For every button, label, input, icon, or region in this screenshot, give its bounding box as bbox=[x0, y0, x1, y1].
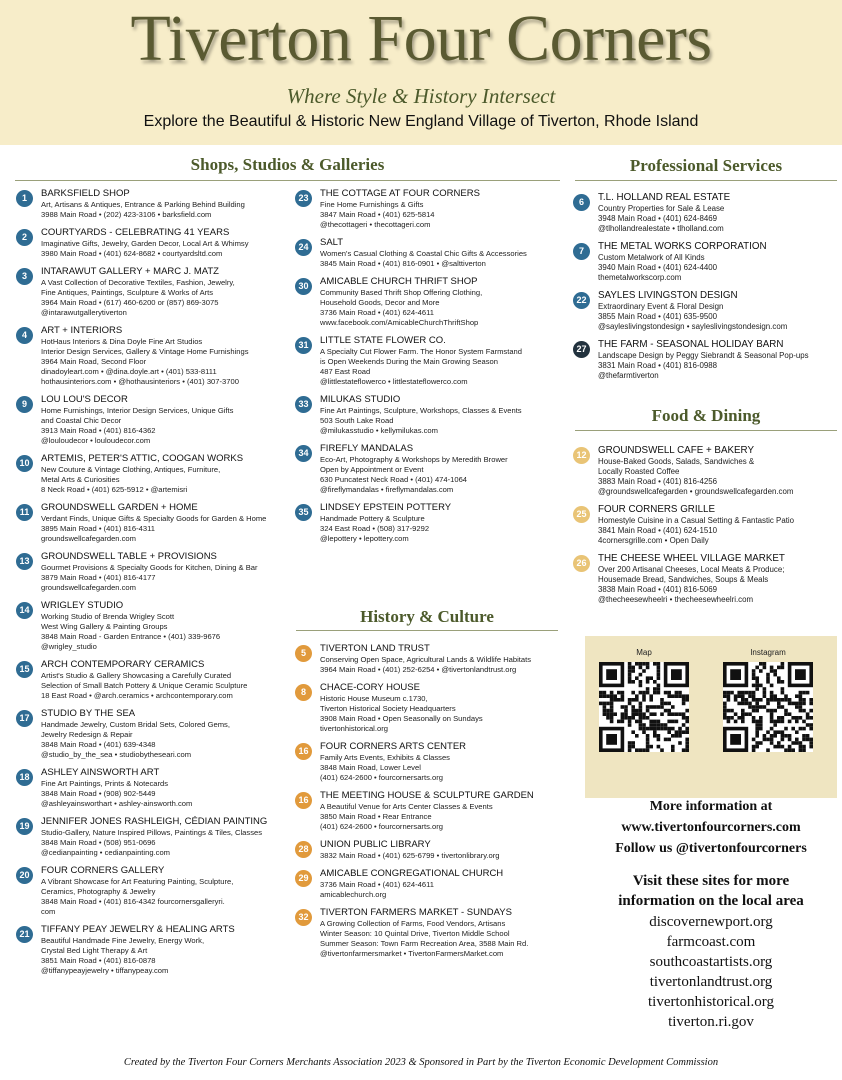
listing-detail: Fine Art Paintings, Sculpture, Workshops, Classes & Events bbox=[320, 406, 522, 415]
listing-entry bbox=[16, 551, 291, 593]
listing-detail: 3879 Main Road • (401) 816-4177 bbox=[41, 573, 156, 582]
map-number-badge: 27 bbox=[573, 341, 590, 358]
site-link[interactable]: tivertonhistorical.org bbox=[648, 994, 774, 1010]
listing-title: GROUNDSWELL CAFE + BAKERY bbox=[598, 445, 754, 456]
map-number-badge: 23 bbox=[295, 190, 312, 207]
listing-detail: themetalworkscorp.com bbox=[598, 273, 682, 282]
listing-detail: 3980 Main Road • (401) 624-8682 • courtyardsltd.com bbox=[41, 249, 223, 258]
map-number-badge: 3 bbox=[16, 268, 33, 285]
listing-detail: 3848 Main Road • (908) 902-5449 bbox=[41, 789, 156, 798]
listing-title: COURTYARDS - CELEBRATING 41 YEARS bbox=[41, 227, 230, 238]
listing-detail: 18 East Road • @arch.ceramics • archcontemporary.com bbox=[41, 691, 233, 700]
food-column bbox=[573, 445, 838, 612]
listing-detail: @studio_by_the_sea • studiobytheseari.com bbox=[41, 750, 192, 759]
visit-line: Visit these sites for more bbox=[632, 873, 790, 889]
listing-title: TIVERTON FARMERS MARKET - SUNDAYS bbox=[320, 907, 512, 918]
listing-detail: @groundswellcafegarden • groundswellcafegarden.com bbox=[598, 487, 794, 496]
map-number-badge: 20 bbox=[16, 867, 33, 884]
listing-entry bbox=[295, 276, 565, 328]
section-title-shops: Shops, Studios & Galleries bbox=[190, 155, 385, 174]
history-column bbox=[295, 643, 565, 966]
listing-entry bbox=[573, 504, 838, 546]
listing-detail: 3848 Main Road • (401) 816-4342 fourcornersgalleryri. bbox=[41, 897, 225, 906]
listing-entry bbox=[295, 443, 565, 495]
map-number-badge: 28 bbox=[295, 841, 312, 858]
listing-detail: 3913 Main Road • (401) 816-4362 bbox=[41, 426, 156, 435]
listing-detail: Over 200 Artisanal Cheeses, Local Meats & Produce; bbox=[598, 565, 785, 574]
shops-column-1 bbox=[16, 188, 291, 983]
page-title: Tiverton Four Corners bbox=[130, 2, 712, 75]
section-divider bbox=[575, 430, 837, 431]
map-number-badge: 29 bbox=[295, 870, 312, 887]
listing-detail: @louloudecor • louloudecor.com bbox=[41, 436, 151, 445]
listing-detail: @fireflymandalas • fireflymandalas.com bbox=[320, 485, 454, 494]
listing-detail: Historic House Museum c.1730, bbox=[320, 694, 428, 703]
listing-detail: Studio-Gallery, Nature Inspired Pillows, Paintings & Tiles, Classes bbox=[41, 828, 263, 837]
map-number-badge: 10 bbox=[16, 455, 33, 472]
listing-entry bbox=[16, 453, 291, 495]
listing-detail: @ashleyainsworthart • ashley-ainsworth.com bbox=[41, 799, 193, 808]
listing-detail: HotHaus Interiors & Dina Doyle Fine Art Studios bbox=[41, 337, 203, 346]
listing-detail: Tiverton Historical Society Headquarters bbox=[320, 704, 456, 713]
follow-us[interactable]: Follow us @tivertonfourcorners bbox=[615, 841, 807, 856]
listing-detail: 3940 Main Road • (401) 624-4400 bbox=[598, 263, 718, 272]
map-number-badge: 12 bbox=[573, 447, 590, 464]
listing-detail: tivertonhistorical.org bbox=[320, 724, 388, 733]
listing-entry bbox=[295, 237, 565, 269]
listing-entry bbox=[573, 339, 838, 381]
site-link[interactable]: tiverton.ri.gov bbox=[668, 1014, 754, 1030]
listing-detail: Extraordinary Event & Floral Design bbox=[598, 302, 724, 311]
listing-detail: 3895 Main Road • (401) 816-4311 bbox=[41, 524, 155, 533]
site-link[interactable]: southcoastartists.org bbox=[649, 954, 773, 970]
listing-title: FOUR CORNERS ARTS CENTER bbox=[320, 741, 467, 752]
listing-title: FOUR CORNERS GRILLE bbox=[598, 504, 716, 515]
tagline: Where Style & History Intersect bbox=[286, 84, 556, 108]
listing-detail: amicablechurch.org bbox=[320, 890, 387, 899]
listing-title: GROUNDSWELL GARDEN + HOME bbox=[41, 502, 198, 513]
listing-title: LITTLE STATE FLOWER CO. bbox=[320, 335, 446, 346]
listing-detail: com bbox=[41, 907, 56, 916]
map-qr-code[interactable] bbox=[599, 662, 689, 752]
explore-subtitle: Explore the Beautiful & Historic New England Village of Tiverton, Rhode Island bbox=[143, 113, 699, 130]
listing-entry bbox=[573, 553, 838, 605]
listing-detail: House-Baked Goods, Salads, Sandwiches & bbox=[598, 457, 755, 466]
listing-title: LINDSEY EPSTEIN POTTERY bbox=[320, 502, 452, 513]
listing-detail: Household Goods, Decor and More bbox=[320, 298, 440, 307]
listing-detail: A Vast Collection of Decorative Textiles, Fashion, Jewelry, bbox=[41, 278, 235, 287]
map-number-badge: 5 bbox=[295, 645, 312, 662]
listing-title: T.L. HOLLAND REAL ESTATE bbox=[598, 192, 731, 203]
listing-detail: 3841 Main Road • (401) 624-1510 bbox=[598, 526, 718, 535]
listing-detail: @tlhollandrealestate • tlholland.com bbox=[598, 224, 724, 233]
listing-title: LOU LOU'S DECOR bbox=[41, 394, 128, 405]
listing-entry bbox=[16, 188, 291, 220]
map-number-badge: 18 bbox=[16, 769, 33, 786]
qr-instagram-label: Instagram bbox=[750, 648, 786, 657]
listing-detail: Summer Season: Town Farm Recreation Area, 3588 Main Rd. bbox=[320, 939, 529, 948]
listing-detail: 3848 Main Road, Lower Level bbox=[320, 763, 421, 772]
listing-detail: A Growing Collection of Farms, Food Vendors, Artisans bbox=[320, 919, 506, 928]
listing-title: INTARAWUT GALLERY + MARC J. MATZ bbox=[41, 266, 219, 277]
listing-detail: Home Furnishings, Interior Design Services, Unique Gifts bbox=[41, 406, 234, 415]
listing-detail: and Coastal Chic Decor bbox=[41, 416, 122, 425]
map-number-badge: 1 bbox=[16, 190, 33, 207]
listing-title: ARTEMIS, PETER'S ATTIC, COOGAN WORKS bbox=[41, 453, 244, 464]
listing-detail: 3845 Main Road • (401) 816-0901 • @salttiverton bbox=[320, 259, 486, 268]
listing-entry bbox=[295, 643, 565, 675]
listing-detail: Landscape Design by Peggy Siebrandt & Seasonal Pop-ups bbox=[598, 351, 809, 360]
professional-column bbox=[573, 192, 838, 388]
section-divider bbox=[575, 180, 837, 181]
listing-entry bbox=[295, 682, 565, 734]
listing-entry bbox=[16, 266, 291, 318]
listing-detail: 3883 Main Road • (401) 816-4256 bbox=[598, 477, 718, 486]
listing-detail: Crystal Bed Light Therapy & Art bbox=[41, 946, 148, 955]
listing-detail: dinadoyleart.com • @dina.doyle.art • (401) 533-8111 bbox=[41, 367, 217, 376]
section-divider bbox=[296, 630, 558, 631]
map-number-badge: 16 bbox=[295, 792, 312, 809]
listing-title: CHACE-CORY HOUSE bbox=[320, 682, 420, 693]
map-number-badge: 14 bbox=[16, 602, 33, 619]
map-number-badge: 11 bbox=[16, 504, 33, 521]
listing-detail: 3988 Main Road • (202) 423-3106 • barksfield.com bbox=[41, 210, 212, 219]
listing-detail: Women's Casual Clothing & Coastal Chic Gifts & Accessories bbox=[320, 249, 527, 258]
listing-detail: 4cornersgrille.com • Open Daily bbox=[598, 536, 709, 545]
listing-title: TIFFANY PEAY JEWELRY & HEALING ARTS bbox=[41, 924, 235, 935]
listing-detail: Interior Design Services, Gallery & Vintage Home Furnishings bbox=[41, 347, 249, 356]
listing-title: THE METAL WORKS CORPORATION bbox=[598, 241, 767, 252]
listing-detail: Community Based Thrift Shop Offering Clothing, bbox=[320, 288, 483, 297]
listing-title: GROUNDSWELL TABLE + PROVISIONS bbox=[41, 551, 217, 562]
listing-detail: 3847 Main Road • (401) 625-5814 bbox=[320, 210, 435, 219]
listing-title: BARKSFIELD SHOP bbox=[41, 188, 130, 199]
listing-entry bbox=[295, 335, 565, 387]
listing-detail: Country Properties for Sale & Lease bbox=[598, 204, 725, 213]
listing-detail: @thecottageri • thecottageri.com bbox=[320, 220, 431, 229]
listing-detail: 3832 Main Road • (401) 625-6799 • tivertonlibrary.org bbox=[320, 851, 500, 860]
listing-entry bbox=[295, 502, 565, 544]
listing-detail: Working Studio of Brenda Wrigley Scott bbox=[41, 612, 175, 621]
listing-title: AMICABLE CHURCH THRIFT SHOP bbox=[320, 276, 478, 287]
map-number-badge: 21 bbox=[16, 926, 33, 943]
listing-entry bbox=[295, 907, 565, 959]
listing-detail: 3948 Main Road • (401) 624-8469 bbox=[598, 214, 718, 223]
listing-detail: Homestyle Cuisine in a Casual Setting & Fantastic Patio bbox=[598, 516, 795, 525]
listing-entry bbox=[16, 865, 291, 917]
listing-entry bbox=[16, 816, 291, 858]
listing-detail: @intarawutgallerytiverton bbox=[41, 308, 127, 317]
map-number-badge: 31 bbox=[295, 337, 312, 354]
map-number-badge: 17 bbox=[16, 710, 33, 727]
listing-entry bbox=[16, 659, 291, 701]
listing-detail: 3850 Main Road • Rear Entrance bbox=[320, 812, 432, 821]
listing-detail: @tivertonfarmersmarket • TivertonFarmersMarket.com bbox=[320, 949, 504, 958]
listing-detail: Artist's Studio & Gallery Showcasing a Carefully Curated bbox=[41, 671, 232, 680]
listing-entry bbox=[295, 741, 565, 783]
map-number-badge: 16 bbox=[295, 743, 312, 760]
footer-credit: Created by the Tiverton Four Corners Merchants Association 2023 & Sponsored in Part by the Tiverton Economic Development Commission bbox=[123, 1057, 719, 1068]
listing-title: ASHLEY AINSWORTH ART bbox=[41, 767, 160, 778]
map-number-badge: 8 bbox=[295, 684, 312, 701]
listing-detail: Locally Roasted Coffee bbox=[598, 467, 680, 476]
listing-entry bbox=[295, 790, 565, 832]
map-number-badge: 9 bbox=[16, 396, 33, 413]
map-number-badge: 15 bbox=[16, 661, 33, 678]
listing-entry bbox=[295, 188, 565, 230]
listing-detail: New Couture & Vintage Clothing, Antiques, Furniture, bbox=[41, 465, 221, 474]
listing-detail: Handmade Pottery & Sculpture bbox=[320, 514, 425, 523]
listing-title: SALT bbox=[320, 237, 344, 248]
listing-entry bbox=[16, 924, 291, 976]
listing-entry bbox=[16, 767, 291, 809]
listing-detail: 3848 Main Road - Garden Entrance • (401) 339-9676 bbox=[41, 632, 221, 641]
listing-detail: 3831 Main Road • (401) 816-0988 bbox=[598, 361, 718, 370]
section-title-professional: Professional Services bbox=[629, 156, 783, 175]
listing-detail: (401) 624-2600 • fourcornersarts.org bbox=[320, 773, 443, 782]
listing-title: UNION PUBLIC LIBRARY bbox=[320, 839, 431, 850]
map-number-badge: 30 bbox=[295, 278, 312, 295]
map-number-badge: 34 bbox=[295, 445, 312, 462]
listing-detail: 3736 Main Road • (401) 624-4611 bbox=[320, 880, 434, 889]
listing-detail: 3964 Main Road • (401) 252-6254 • @tivertonlandtrust.org bbox=[320, 665, 517, 674]
website-link[interactable]: www.tivertonfourcorners.com bbox=[621, 820, 801, 835]
listing-detail: Imaginative Gifts, Jewelry, Garden Decor, Local Art & Whimsy bbox=[41, 239, 249, 248]
header-banner bbox=[0, 0, 842, 145]
listing-detail: Metal Arts & Curiosities bbox=[41, 475, 120, 484]
listing-detail: groundswellcafegarden.com bbox=[41, 583, 136, 592]
listing-detail: Winter Season: 10 Quintal Drive, Tiverton Middle School bbox=[320, 929, 510, 938]
map-number-badge: 22 bbox=[573, 292, 590, 309]
listing-entry bbox=[16, 394, 291, 446]
listing-entry bbox=[16, 502, 291, 544]
listing-detail: @milukasstudio • kellymilukas.com bbox=[320, 426, 438, 435]
listing-title: THE CHEESE WHEEL VILLAGE MARKET bbox=[598, 553, 785, 564]
listing-title: MILUKAS STUDIO bbox=[320, 394, 401, 405]
visit-heading bbox=[585, 871, 837, 911]
map-number-badge: 2 bbox=[16, 229, 33, 246]
listing-entry bbox=[16, 227, 291, 259]
listing-detail: @wrigley_studio bbox=[41, 642, 97, 651]
listing-detail: Open by Appointment or Event bbox=[320, 465, 424, 474]
listing-title: FOUR CORNERS GALLERY bbox=[41, 865, 165, 876]
map-number-badge: 4 bbox=[16, 327, 33, 344]
listing-detail: Fine Art Paintings, Prints & Notecards bbox=[41, 779, 169, 788]
listing-detail: @thefarmtiverton bbox=[598, 371, 659, 380]
map-number-badge: 7 bbox=[573, 243, 590, 260]
listing-title: AMICABLE CONGREGATIONAL CHURCH bbox=[320, 868, 504, 879]
listing-detail: Art, Artisans & Antiques, Entrance & Parking Behind Building bbox=[41, 200, 245, 209]
map-number-badge: 6 bbox=[573, 194, 590, 211]
listing-detail: @tiffanypeayjewelry • tiffanypeay.com bbox=[41, 966, 169, 975]
listing-title: FIREFLY MANDALAS bbox=[320, 443, 414, 454]
listing-entry bbox=[16, 600, 291, 652]
listing-detail: 8 Neck Road • (401) 625-5912 • @artemisri bbox=[41, 485, 188, 494]
section-title-food: Food & Dining bbox=[651, 406, 761, 425]
map-number-badge: 26 bbox=[573, 555, 590, 572]
listing-detail: 3964 Main Road, Second Floor bbox=[41, 357, 147, 366]
listing-title: ARCH CONTEMPORARY CERAMICS bbox=[41, 659, 205, 670]
listing-detail: A Specialty Cut Flower Farm. The Honor System Farmstand bbox=[320, 347, 523, 356]
listing-detail: 324 East Road • (508) 317-9292 bbox=[320, 524, 430, 533]
listing-detail: 3838 Main Road • (401) 816-5069 bbox=[598, 585, 718, 594]
listing-detail: 3855 Main Road • (401) 635-9500 bbox=[598, 312, 718, 321]
listing-detail: 3736 Main Road • (401) 624-4611 bbox=[320, 308, 434, 317]
listing-detail: Beautiful Handmade Fine Jewelry, Energy Work, bbox=[41, 936, 205, 945]
map-number-badge: 25 bbox=[573, 506, 590, 523]
listing-detail: 3908 Main Road • Open Seasonally on Sundays bbox=[320, 714, 483, 723]
listing-entry bbox=[573, 241, 838, 283]
map-number-badge: 19 bbox=[16, 818, 33, 835]
map-number-badge: 35 bbox=[295, 504, 312, 521]
listing-entry bbox=[16, 325, 291, 387]
local-sites-list bbox=[585, 912, 837, 1032]
listing-detail: Fine Antiques, Paintings, Sculpture & Works of Arts bbox=[41, 288, 214, 297]
visit-line: information on the local area bbox=[618, 893, 804, 909]
listing-detail: @littlestateflowerco • littlestateflowerco.com bbox=[320, 377, 468, 386]
section-title-history: History & Culture bbox=[360, 607, 494, 626]
listing-detail: @lepottery • lepottery.com bbox=[320, 534, 409, 543]
listing-detail: is Open Weekends During the Main Growing Season bbox=[320, 357, 498, 366]
listing-detail: groundswellcafegarden.com bbox=[41, 534, 136, 543]
listing-title: STUDIO BY THE SEA bbox=[41, 708, 136, 719]
listing-entry bbox=[16, 708, 291, 760]
site-link[interactable]: farmcoast.com bbox=[666, 934, 756, 950]
listing-detail: West Wing Gallery & Painting Groups bbox=[41, 622, 168, 631]
listing-detail: 487 East Road bbox=[320, 367, 371, 376]
listing-detail: @sayleslivingstondesign • sayleslivingstondesign.com bbox=[598, 322, 788, 331]
map-number-badge: 13 bbox=[16, 553, 33, 570]
listing-title: THE MEETING HOUSE & SCULPTURE GARDEN bbox=[320, 790, 534, 801]
listing-title: SAYLES LIVINGSTON DESIGN bbox=[598, 290, 738, 301]
listing-detail: A Vibrant Showcase for Art Featuring Painting, Sculpture, bbox=[41, 877, 234, 886]
listing-detail: @cedianpainting • cedianpainting.com bbox=[41, 848, 170, 857]
listing-detail: (401) 624-2600 • fourcornersarts.org bbox=[320, 822, 443, 831]
listing-detail: Verdant Finds, Unique Gifts & Specialty Goods for Garden & Home bbox=[41, 514, 267, 523]
listing-detail: Housemade Bread, Sandwiches, Soups & Meals bbox=[598, 575, 769, 584]
listing-detail: Eco-Art, Photography & Workshops by Meredith Brower bbox=[320, 455, 508, 464]
listing-detail: Gourmet Provisions & Specialty Goods for Kitchen, Dining & Bar bbox=[41, 563, 258, 572]
listing-detail: Custom Metalwork of All Kinds bbox=[598, 253, 705, 262]
listing-detail: www.facebook.com/AmicableChurchThriftShop bbox=[320, 318, 479, 327]
qr-map-label: Map bbox=[636, 648, 652, 657]
site-link[interactable]: tivertonlandtrust.org bbox=[649, 974, 773, 990]
listing-detail: hothausinteriors.com • @hothausinteriors • (401) 307-3700 bbox=[41, 377, 239, 386]
listing-detail: Jewelry Redesign & Repair bbox=[41, 730, 133, 739]
listing-entry bbox=[295, 394, 565, 436]
listing-title: WRIGLEY STUDIO bbox=[41, 600, 124, 611]
section-divider bbox=[15, 180, 560, 181]
site-link[interactable]: discovernewport.org bbox=[649, 914, 773, 930]
listing-title: JENNIFER JONES RASHLEIGH, CÉDIAN PAINTING bbox=[41, 816, 268, 827]
listing-detail: 630 Puncatest Neck Road • (401) 474-1064 bbox=[320, 475, 468, 484]
listing-detail: Ceramics, Photography & Jewelry bbox=[41, 887, 156, 896]
qr-panel bbox=[585, 636, 837, 798]
listing-title: TIVERTON LAND TRUST bbox=[320, 643, 430, 654]
map-number-badge: 24 bbox=[295, 239, 312, 256]
listing-entry bbox=[295, 868, 565, 900]
listing-detail: Conserving Open Space, Agricultural Lands & Wildlife Habitats bbox=[320, 655, 532, 664]
listing-detail: 3964 Main Road • (617) 460-6200 or (857) 869-3075 bbox=[41, 298, 219, 307]
listing-detail: 3851 Main Road • (401) 816-0878 bbox=[41, 956, 156, 965]
listing-detail: Handmade Jewelry, Custom Bridal Sets, Colored Gems, bbox=[41, 720, 230, 729]
listing-title: THE COTTAGE AT FOUR CORNERS bbox=[320, 188, 480, 199]
shops-column-2 bbox=[295, 188, 565, 551]
listing-title: ART + INTERIORS bbox=[41, 325, 123, 336]
listing-entry bbox=[573, 445, 838, 497]
listing-detail: @thecheesewheelri • thecheesewheelri.com bbox=[598, 595, 754, 604]
listing-detail: Family Arts Events, Exhibits & Classes bbox=[320, 753, 450, 762]
more-info-line: More information at bbox=[649, 799, 773, 814]
listing-detail: 3848 Main Road • (508) 951-0696 bbox=[41, 838, 156, 847]
listing-entry bbox=[573, 192, 838, 234]
more-info bbox=[585, 796, 837, 859]
instagram-qr-code[interactable] bbox=[723, 662, 813, 752]
map-number-badge: 33 bbox=[295, 396, 312, 413]
listing-title: THE FARM - SEASONAL HOLIDAY BARN bbox=[598, 339, 784, 350]
listing-entry bbox=[573, 290, 838, 332]
listing-detail: 3848 Main Road • (401) 639-4348 bbox=[41, 740, 156, 749]
listing-detail: Selection of Small Batch Pottery & Unique Ceramic Sculpture bbox=[41, 681, 248, 690]
listing-entry bbox=[295, 839, 565, 861]
listing-detail: A Beautiful Venue for Arts Center Classes & Events bbox=[320, 802, 493, 811]
map-number-badge: 32 bbox=[295, 909, 312, 926]
listing-detail: 503 South Lake Road bbox=[320, 416, 394, 425]
listing-detail: Fine Home Furnishings & Gifts bbox=[320, 200, 424, 209]
